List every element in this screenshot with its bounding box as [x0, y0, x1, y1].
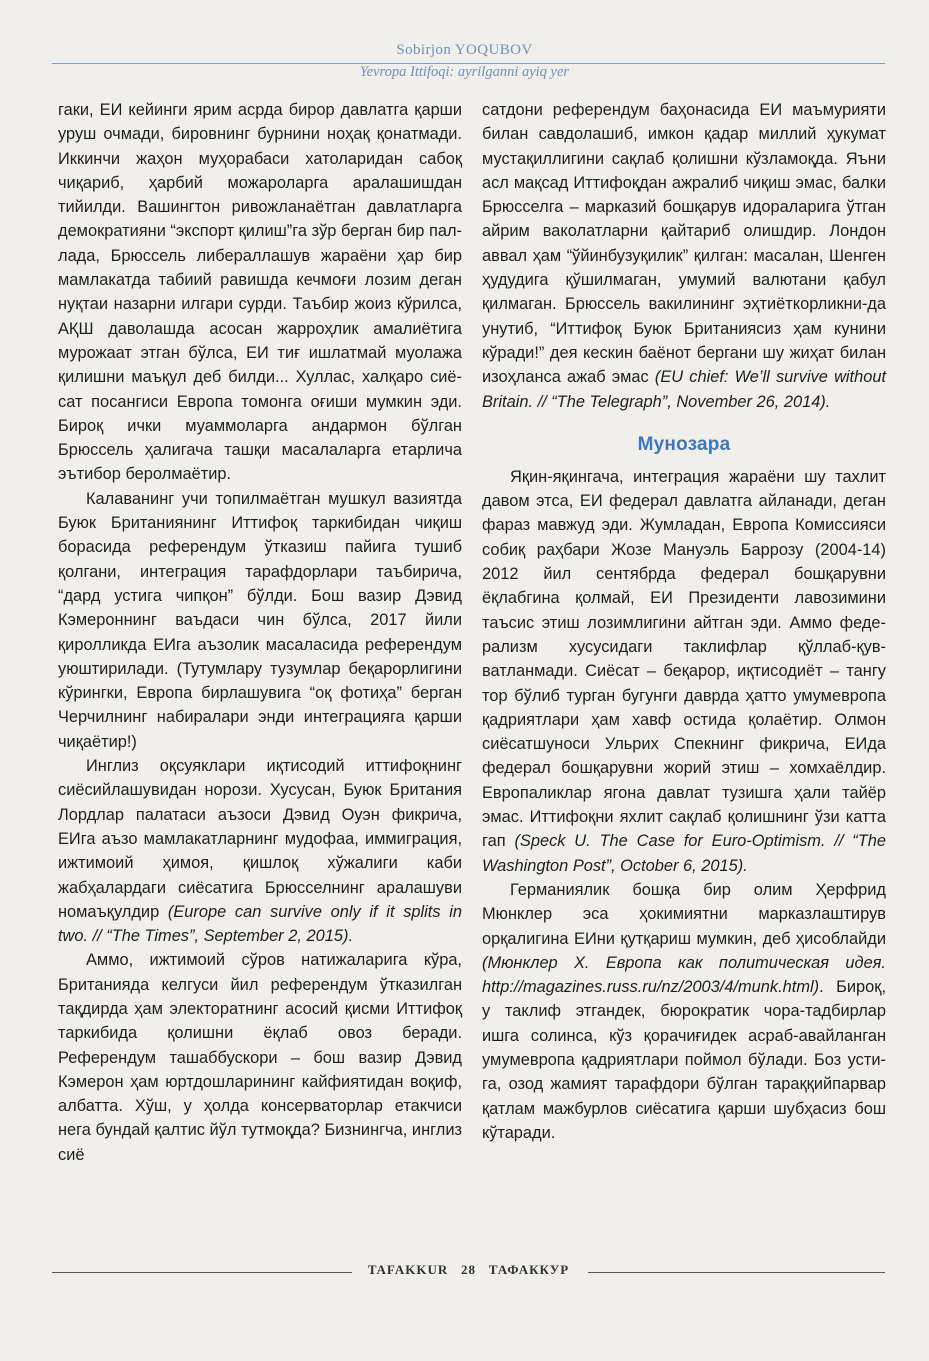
section-heading: Мунозара: [637, 433, 731, 455]
citation: (Europe can survive only if it splits in two. // “The Times”, September 2, 2015).: [58, 902, 462, 946]
left-column: [58, 98, 462, 1167]
citation: (EU chief: We’ll survive without Britain. // “The Telegraph”, November 26, 2014).: [482, 368, 887, 411]
footer-journal-latin: TAFAKKUR: [367, 1262, 449, 1277]
paragraph: Яқин-яқингача, интеграция жараёни шу тахлит давом этса, ЕИ федерал давлатга айланади, деган фараз мавжуд эди. Жумладан, Европа Комиссияси собиқ раҳбари Жозе Мануэль Баррозу (2004-14) 2012 йил сентябрда федерал бошқарувни ёқлабгина қолмай, ЕИ Президенти лавозимини таъсис этиш лозимлигини айтган эди. Аммо федерализм хусусидаги таклифлар қўллаб-қувватланмади. Сиёсат – беқарор, иқтисодиёт – тангу тор бўлиб турган бугунги даврда ҳатто умумевропа қадриятлари ҳам хавф остида қолаётир. Олмон сиёсатшуноси Ульрих Спекнинг фикрича, ЕИда федерал бошқарувни жорий этиш – хомхаёлдир. Европаликлар ягона давлат тузишга ҳали тайёр эмас. Иттифоқни яхлит сақлаб қолишнинг ўзи катта гап (Speck U. The Case for Euro-Optimism. // “The Washington Post”, October 6, 2015).: [482, 467, 886, 875]
paragraph: Аммо, ижтимоий сўров натижаларига кўра, Британияда келгуси йил референдум ўтказилган тақдирда ҳам электоратнинг асосий қисми Иттифоқ таркибида қолишни ёқлаб овоз беради. Референдум ташаббускори – бош вазир Дэвид Кэмерон ҳам юртдошларининг кайфиятидан воқиф, албатта. Хўш, у ҳолда консерваторлар етакчиси нега бундай қалтис йўл тутмоқда? Бизнингча, инглиз сиё: [58, 951, 462, 1164]
citation: (Мюнклер Х. Европа как политическая идея. http://magazines.russ.ru/nz/2003/4/munk.html): [482, 953, 886, 997]
header-author: Sobirjon YOQUBOV: [396, 42, 533, 58]
footer-text: [52, 1262, 885, 1278]
page-footer: [52, 1262, 885, 1282]
paragraph: Инглиз оқсуяклари иқтисодий иттифоқнинг сиёсийлашувидан норози. Хусусан, Буюк Британия Лордлар палатаси аъзоси Дэвид Оуэн фикрича, ЕИга аъзо мамлакатларнинг мудофаа, иммиграция, ижтимоий ҳимоя, қишлоқ хўжалиги каби жабҳалардаги сиёсатига Брюсселнинг аралашуви номаъқулдир (Europe can survive only if it splits in two. // “The Times”, September 2, 2015).: [58, 757, 462, 946]
page-number: 28: [461, 1262, 477, 1277]
header-title: Yevropa Ittifoqi: ayrilganni ayiq yer: [359, 64, 570, 80]
paragraph: Калаванинг учи топилмаётган мушкул вазиятда Буюк Британиянинг Иттифоқ таркибидан чиқиш борасида референдум ўтказиш пайига тушиб қолгани, интеграция тарафдорлари таъбирича, “дард устига чипқон” бўлди. Бош вазир Дэвид Кэмероннинг ваъдаси чин бўлса, 2017 йили қиролликда ЕИга аъзолик масаласида референдум уюштирилади. (Тутумлару тузумлар беқарорлигини кўрингки, Европа бирлашувига “оқ фотиҳа” берган Черчилнинг набиралари энди интеграцияга қарши чиқаётир!): [58, 489, 462, 751]
right-column: [482, 98, 886, 1145]
citation: (Speck U. The Case for Euro-Optimism. // “The Washington Post”, October 6, 2015).: [482, 832, 886, 875]
footer-journal-cyrillic: ТАФАККУР: [488, 1262, 570, 1277]
paragraph: сатдони референдум баҳонасида ЕИ маъмурияти билан савдолашиб, имкон қадар миллий ҳукумат мустақиллигини сақлаб қолишни кўзламоқда. Яъни асл мақсад Иттифоқдан ажралиб чиқиш эмас, балки Брюсселга – марказий бошқарув идораларига ўтган айрим ваколатларни қайтариб олишдир. Лондон аввал ҳам “ўйинбузуқилик” қилган: масалан, Шенген ҳудудига қўшилмаган, умумий валютани қабул қилмаган. Брюссель вакилининг эҳтиёткорликни-да унутиб, “Иттифоқ Буюк Британиясиз ҳам кунини кўради!” дея кескин баёнот бергани шу жиҳат билан изоҳланса ажаб эмас (EU chief: We’ll survive without Britain. // “The Telegraph”, November 26, 2014).: [482, 101, 887, 411]
paragraph: гаки, ЕИ кейинги ярим асрда бирор давлатга қарши уруш очмади, бировнинг бурнини ноҳақ қонатмади. Иккинчи жаҳон муҳорабаси хатоларидан сабоқ чиқариб, ҳарбий можароларга аралашишдан тийилди. Вашингтон ривожланаётган давлатларга демократияни “экспорт қилиш”га зўр берган бир паллада, Брюссель либераллашув жараёни ҳар бир мамлакатда табиий равишда кечмоғи лозим деган нуқтаи назарни илгари сурди. Таъбир жоиз кўрилса, АҚШ даволашда асосан жарроҳлик амалиётига мурожаат этган бўлса, ЕИ тиғ ишлатмай муолажа қилишни маъқул деб билди... Хуллас, халқаро сиёсат посангиси Европа томонга оғиши мумкин эди. Бироқ ички муаммоларга андармон бўлган Брюссель ҳалигача ташқи масалаларга етарлича эътибор беролмаётир.: [58, 101, 462, 484]
paragraph: Германиялик бошқа бир олим Ҳерфрид Мюнклер эса ҳокимиятни марказлаштирув орқалигина ЕИни қутқариш мумкин, деб ҳисоблайди (Мюнклер Х. Европа как политическая идея. http://magazines.russ.ru/nz/2003/4/munk.html). Бироқ, у таклиф этгандек, бюрократик чора-тадбирлар ишга солинса, кўз қорачиғидек асраб-авайланган умумевропа қадриятлари поймол бўлади. Боз устига, озод жамият тарафдори бўлган тараққийпарвар қатлам мажбурлов сиёсатига қарши шубҳасиз бош кўтаради.: [482, 880, 886, 1142]
running-head: [0, 40, 929, 60]
